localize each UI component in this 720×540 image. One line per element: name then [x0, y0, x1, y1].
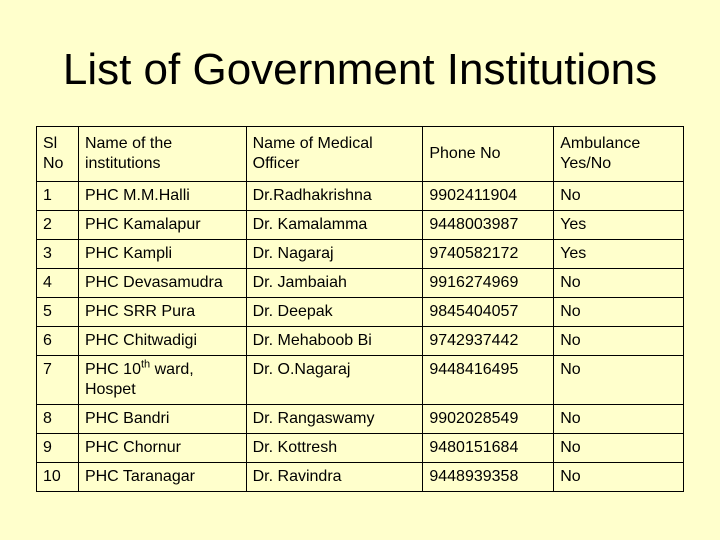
cell-ambulance: No	[554, 182, 684, 211]
cell-institution: PHC Chitwadigi	[78, 327, 246, 356]
table-row	[37, 211, 684, 240]
cell-institution: PHC Kamalapur	[78, 211, 246, 240]
cell-institution: PHC SRR Pura	[78, 298, 246, 327]
table-row	[37, 356, 684, 405]
cell-institution: PHC Devasamudra	[78, 269, 246, 298]
table-row	[37, 463, 684, 492]
table-row	[37, 298, 684, 327]
cell-sl-no: 9	[37, 434, 79, 463]
cell-phone: 9845404057	[423, 298, 554, 327]
cell-medical-officer: Dr. Mehaboob Bi	[246, 327, 423, 356]
cell-sl-no: 8	[37, 405, 79, 434]
header-institution: Name of the institutions	[78, 127, 246, 182]
cell-medical-officer: Dr.Radhakrishna	[246, 182, 423, 211]
table-row	[37, 434, 684, 463]
cell-medical-officer: Dr. Jambaiah	[246, 269, 423, 298]
cell-medical-officer: Dr. O.Nagaraj	[246, 356, 423, 405]
cell-ambulance: No	[554, 434, 684, 463]
cell-institution: PHC Chornur	[78, 434, 246, 463]
institutions-table	[36, 126, 684, 492]
table-row	[37, 182, 684, 211]
cell-medical-officer: Dr. Kottresh	[246, 434, 423, 463]
header-ambulance: Ambulance Yes/No	[554, 127, 684, 182]
cell-medical-officer: Dr. Deepak	[246, 298, 423, 327]
cell-phone: 9448003987	[423, 211, 554, 240]
cell-sl-no: 6	[37, 327, 79, 356]
cell-ambulance: No	[554, 327, 684, 356]
cell-medical-officer: Dr. Rangaswamy	[246, 405, 423, 434]
ordinal-suffix: th	[140, 358, 151, 371]
cell-medical-officer: Dr. Kamalamma	[246, 211, 423, 240]
cell-phone: 9740582172	[423, 240, 554, 269]
page-title: List of Government Institutions	[62, 45, 658, 94]
table-header-row	[37, 127, 684, 182]
cell-ambulance: No	[554, 269, 684, 298]
cell-ambulance: No	[554, 298, 684, 327]
cell-sl-no: 5	[37, 298, 79, 327]
cell-ambulance: Yes	[554, 211, 684, 240]
cell-institution	[78, 356, 246, 405]
cell-phone: 9448416495	[423, 356, 554, 405]
institution-name-suffix: ward, Hospet	[84, 361, 194, 398]
header-sl-no: Sl No	[37, 127, 79, 182]
cell-sl-no: 7	[37, 356, 79, 405]
cell-institution: PHC M.M.Halli	[78, 182, 246, 211]
table-row	[37, 405, 684, 434]
cell-medical-officer: Dr. Nagaraj	[246, 240, 423, 269]
cell-phone: 9916274969	[423, 269, 554, 298]
cell-ambulance: No	[554, 356, 684, 405]
header-phone: Phone No	[423, 127, 554, 182]
table-row	[37, 240, 684, 269]
cell-ambulance: No	[554, 405, 684, 434]
cell-sl-no: 2	[37, 211, 79, 240]
cell-institution: PHC Bandri	[78, 405, 246, 434]
cell-phone: 9902411904	[423, 182, 554, 211]
cell-institution: PHC Kampli	[78, 240, 246, 269]
cell-sl-no: 4	[37, 269, 79, 298]
cell-phone: 9902028549	[423, 405, 554, 434]
cell-phone: 9480151684	[423, 434, 554, 463]
cell-medical-officer: Dr. Ravindra	[246, 463, 423, 492]
cell-sl-no: 10	[37, 463, 79, 492]
table-row	[37, 269, 684, 298]
table-row	[37, 327, 684, 356]
cell-ambulance: Yes	[554, 240, 684, 269]
cell-sl-no: 3	[37, 240, 79, 269]
header-medical-officer: Name of Medical Officer	[246, 127, 423, 182]
cell-institution: PHC Taranagar	[78, 463, 246, 492]
cell-phone: 9742937442	[423, 327, 554, 356]
cell-ambulance: No	[554, 463, 684, 492]
cell-phone: 9448939358	[423, 463, 554, 492]
cell-sl-no: 1	[37, 182, 79, 211]
institution-name-prefix: PHC 10	[84, 361, 141, 378]
